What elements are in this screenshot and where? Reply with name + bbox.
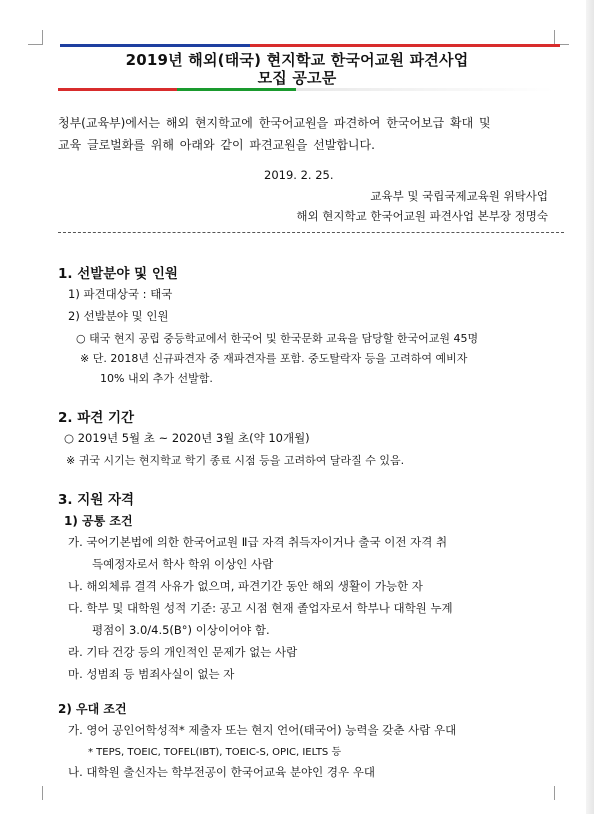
issuing-organization: 교육부 및 국립국제교육원 위탁사업 bbox=[370, 189, 548, 203]
section-3-sub-2-a: 가. 영어 공인어학성적* 제출자 또는 현지 언어(태국어) 능력을 갖춘 사람 우대 bbox=[68, 723, 457, 737]
section-3-sub-2-b: 나. 대학원 출신자는 학부전공이 한국어교육 분야인 경우 우대 bbox=[68, 765, 375, 779]
announcement-date: 2019. 2. 25. bbox=[264, 168, 334, 182]
corner-mark-top-right bbox=[554, 30, 569, 45]
title-bottom-color-bar bbox=[58, 88, 554, 91]
corner-mark-bottom-left bbox=[28, 786, 43, 800]
section-divider bbox=[58, 232, 564, 233]
section-1-item-1: 1) 파견대상국 : 태국 bbox=[68, 287, 173, 301]
document-title: 2019년 해외(태국) 현지학교 한국어교원 파견사업 bbox=[125, 51, 469, 69]
section-3-sub-2-a-note: * TEPS, TOEIC, TOFEL(IBT), TOEIC-S, OPIC, IELTS 등 bbox=[88, 747, 342, 758]
section-2-bullet: ○ 2019년 5월 초 ~ 2020년 3월 초(약 10개월) bbox=[64, 431, 310, 445]
section-3-sub-1-e: 마. 성범죄 등 범죄사실이 없는 자 bbox=[68, 667, 235, 681]
section-1-note-line-1: ※ 단. 2018년 신규파견자 중 재파견자를 포함. 중도탈락자 등을 고려하여 예비자 bbox=[80, 352, 468, 365]
corner-mark-bottom-right bbox=[554, 786, 569, 800]
section-2-note: ※ 귀국 시기는 현지학교 학기 종료 시점 등을 고려하여 달라질 수 있음. bbox=[66, 454, 405, 467]
section-2-heading: 2. 파견 기간 bbox=[58, 410, 135, 426]
section-3-sub-2-heading: 2) 우대 조건 bbox=[58, 702, 127, 716]
section-1-heading: 1. 선발분야 및 인원 bbox=[58, 266, 178, 282]
section-1-bullet: ○ 태국 현지 공립 중등학교에서 한국어 및 한국문화 교육을 담당할 한국어교원 45명 bbox=[76, 332, 479, 345]
section-3-sub-1-heading: 1) 공통 조건 bbox=[64, 514, 133, 528]
page-edge-shadow bbox=[586, 0, 594, 814]
section-3-sub-1-a-line-2: 득예정자로서 학사 학위 이상인 사람 bbox=[92, 557, 274, 571]
title-top-color-bar bbox=[60, 44, 560, 47]
intro-line-1: 청부(교육부)에서는 해외 현지학교에 한국어교원을 파견하여 한국어보급 확대 및 bbox=[58, 116, 491, 130]
section-1-note-line-2: 10% 내외 추가 선발함. bbox=[100, 372, 213, 385]
section-3-heading: 3. 지원 자격 bbox=[58, 492, 135, 508]
intro-line-2: 교육 글로벌화를 위해 아래와 같이 파견교원을 선발합니다. bbox=[58, 138, 375, 152]
section-3-sub-1-c-line-2: 평점이 3.0/4.5(B°) 이상이어야 함. bbox=[92, 623, 270, 637]
section-3-sub-1-c-line-1: 다. 학부 및 대학원 성적 기준: 공고 시점 현재 졸업자로서 학부나 대학원 누계 bbox=[68, 601, 453, 615]
section-3-sub-1-d: 라. 기타 건강 등의 개인적인 문제가 없는 사람 bbox=[68, 645, 298, 659]
document-subtitle: 모집 공고문 bbox=[257, 69, 337, 87]
section-3-sub-1-a-line-1: 가. 국어기본법에 의한 한국어교원 Ⅱ급 자격 취득자이거나 출국 이전 자격 취 bbox=[68, 535, 448, 549]
section-1-item-2: 2) 선발분야 및 인원 bbox=[68, 309, 169, 323]
issuing-head: 해외 현지학교 한국어교원 파견사업 본부장 정명숙 bbox=[296, 209, 548, 223]
corner-mark-top-left bbox=[28, 30, 43, 45]
section-3-sub-1-b: 나. 해외체류 결격 사유가 없으며, 파견기간 동안 해외 생활이 가능한 자 bbox=[68, 579, 423, 593]
